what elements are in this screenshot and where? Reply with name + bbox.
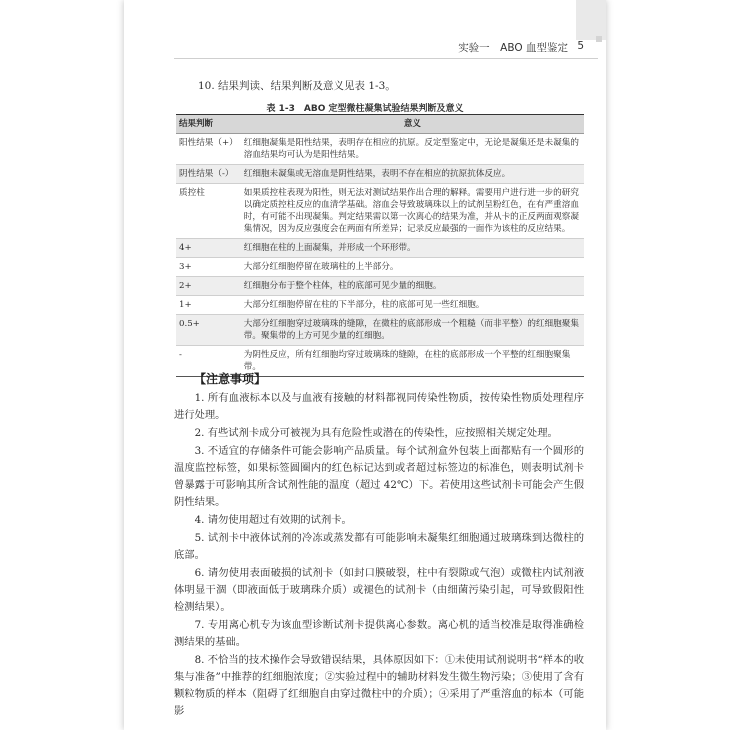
note-item: 8. 不恰当的技术操作会导致错误结果，具体原因如下：①未使用试剂说明书“样本的收集与准备”中推荐的红细胞浓度；②实验过程中的辅助材料发生微生物污染；③使用了含有颗粒物质的样本（阻碍了红细胞自由穿过微柱中的介质）；④采用了严重溶血的标本（可能影 <box>174 654 584 717</box>
table-cell-meaning: 大部分红细胞穿过玻璃珠的缝隙，在微柱的底部形成一个粗糙（而非平整）的红细胞聚集带。聚集带的上方可见少量的红细胞。 <box>241 315 584 346</box>
header-page-number: 5 <box>577 40 584 52</box>
table-cell-result: 质控柱 <box>176 184 241 239</box>
table-cell-meaning: 红细胞凝集是阳性结果，表明存在相应的抗原。反定型鉴定中，无论是凝集还是未凝集的溶血结果均可认为是阳性结果。 <box>241 134 584 165</box>
running-header <box>124 40 606 58</box>
table-row <box>176 134 584 165</box>
page-corner-tab <box>576 0 606 40</box>
column-header-result: 结果判断 <box>176 115 241 134</box>
table-row <box>176 296 584 315</box>
note-item: 7. 专用离心机专为该血型诊断试剂卡提供离心参数。离心机的适当校准是取得准确检测结果的基础。 <box>174 619 584 648</box>
note-item: 4. 请勿使用超过有效期的试剂卡。 <box>194 514 352 526</box>
notes-heading: 【注意事项】 <box>194 372 267 386</box>
table-cell-result: 阳性结果（+） <box>176 134 241 165</box>
table-row <box>176 239 584 258</box>
column-header-meaning: 意义 <box>241 115 584 134</box>
table-cell-result: 4+ <box>176 239 241 258</box>
note-item: 2. 有些试剂卡成分可被视为具有危险性或潜在的传染性，应按照相关规定处理。 <box>194 427 558 439</box>
table-cell-meaning: 为阴性反应，所有红细胞均穿过玻璃珠的缝隙，在柱的底部形成一个平整的红细胞聚集带。 <box>241 346 584 377</box>
table-cell-result: 0.5+ <box>176 315 241 346</box>
header-rule <box>174 58 598 59</box>
table-cell-meaning: 大部分红细胞停留在玻璃柱的上半部分。 <box>241 258 584 277</box>
table-row <box>176 315 584 346</box>
table-cell-meaning: 大部分红细胞停留在柱的下半部分，柱的底部可见一些红细胞。 <box>241 296 584 315</box>
book-page <box>124 0 606 730</box>
table-row <box>176 184 584 239</box>
table-row <box>176 258 584 277</box>
note-item: 1. 所有血液标本以及与血液有接触的材料都视同传染性物质，按传染性物质处理程序进行处理。 <box>174 392 584 421</box>
table-cell-meaning: 如果质控柱表现为阳性，则无法对测试结果作出合理的解释。需要用户进行进一步的研究以确定质控柱反应的血清学基础。溶血会导致玻璃珠以上的试剂呈粉红色，在有严重溶血时，有可能不出现凝集。判定结果需以第一次离心的结果为准，并从卡的正反两面观察凝集情况，因为反应强度会在两面有所差异；记录反应最强的一面作为该柱的反应结果。 <box>241 184 584 239</box>
intro-paragraph: 10. 结果判读、结果判断及意义见表 1-3。 <box>198 80 396 92</box>
table-cell-result: 1+ <box>176 296 241 315</box>
table-cell-result: 阴性结果（-） <box>176 165 241 184</box>
header-chapter-title: 实验一 ABO 血型鉴定 <box>458 42 568 54</box>
note-item: 3. 不适宜的存储条件可能会影响产品质量。每个试剂盒外包装上面都贴有一个圆形的温度监控标签，如果标签圆圈内的红色标记达到或者超过标签边的标准色，则表明试剂卡曾暴露于可影响其所含试剂性能的温度（超过 42℃）下。若使用这些试剂卡可能会产生假阴性结果。 <box>174 445 584 508</box>
note-item: 5. 试剂卡中液体试剂的冷冻或蒸发都有可能影响未凝集红细胞通过玻璃珠到达微柱的底部。 <box>174 532 584 561</box>
table-cell-meaning: 红细胞分布于整个柱体，柱的底部可见少量的细胞。 <box>241 277 584 296</box>
table-row <box>176 165 584 184</box>
table-cell-meaning: 红细胞在柱的上面凝集，并形成一个环形带。 <box>241 239 584 258</box>
table-header-row <box>176 115 584 134</box>
result-table <box>176 114 584 377</box>
table-cell-result: - <box>176 346 241 377</box>
table-caption: 表 1-3 ABO 定型微柱凝集试验结果判断及意义 <box>266 104 464 114</box>
table-row <box>176 277 584 296</box>
table-cell-meaning: 红细胞未凝集或无溶血是阴性结果，表明不存在相应的抗原抗体反应。 <box>241 165 584 184</box>
note-item: 6. 请勿使用表面破损的试剂卡（如封口膜破裂，柱中有裂隙或气泡）或微柱内试剂液体明显干涸（即液面低于玻璃珠介质）或褪色的试剂卡（由细菌污染引起，可导致假阳性检测结果）。 <box>174 567 584 613</box>
table-cell-result: 3+ <box>176 258 241 277</box>
table-cell-result: 2+ <box>176 277 241 296</box>
notes-list <box>174 390 584 720</box>
